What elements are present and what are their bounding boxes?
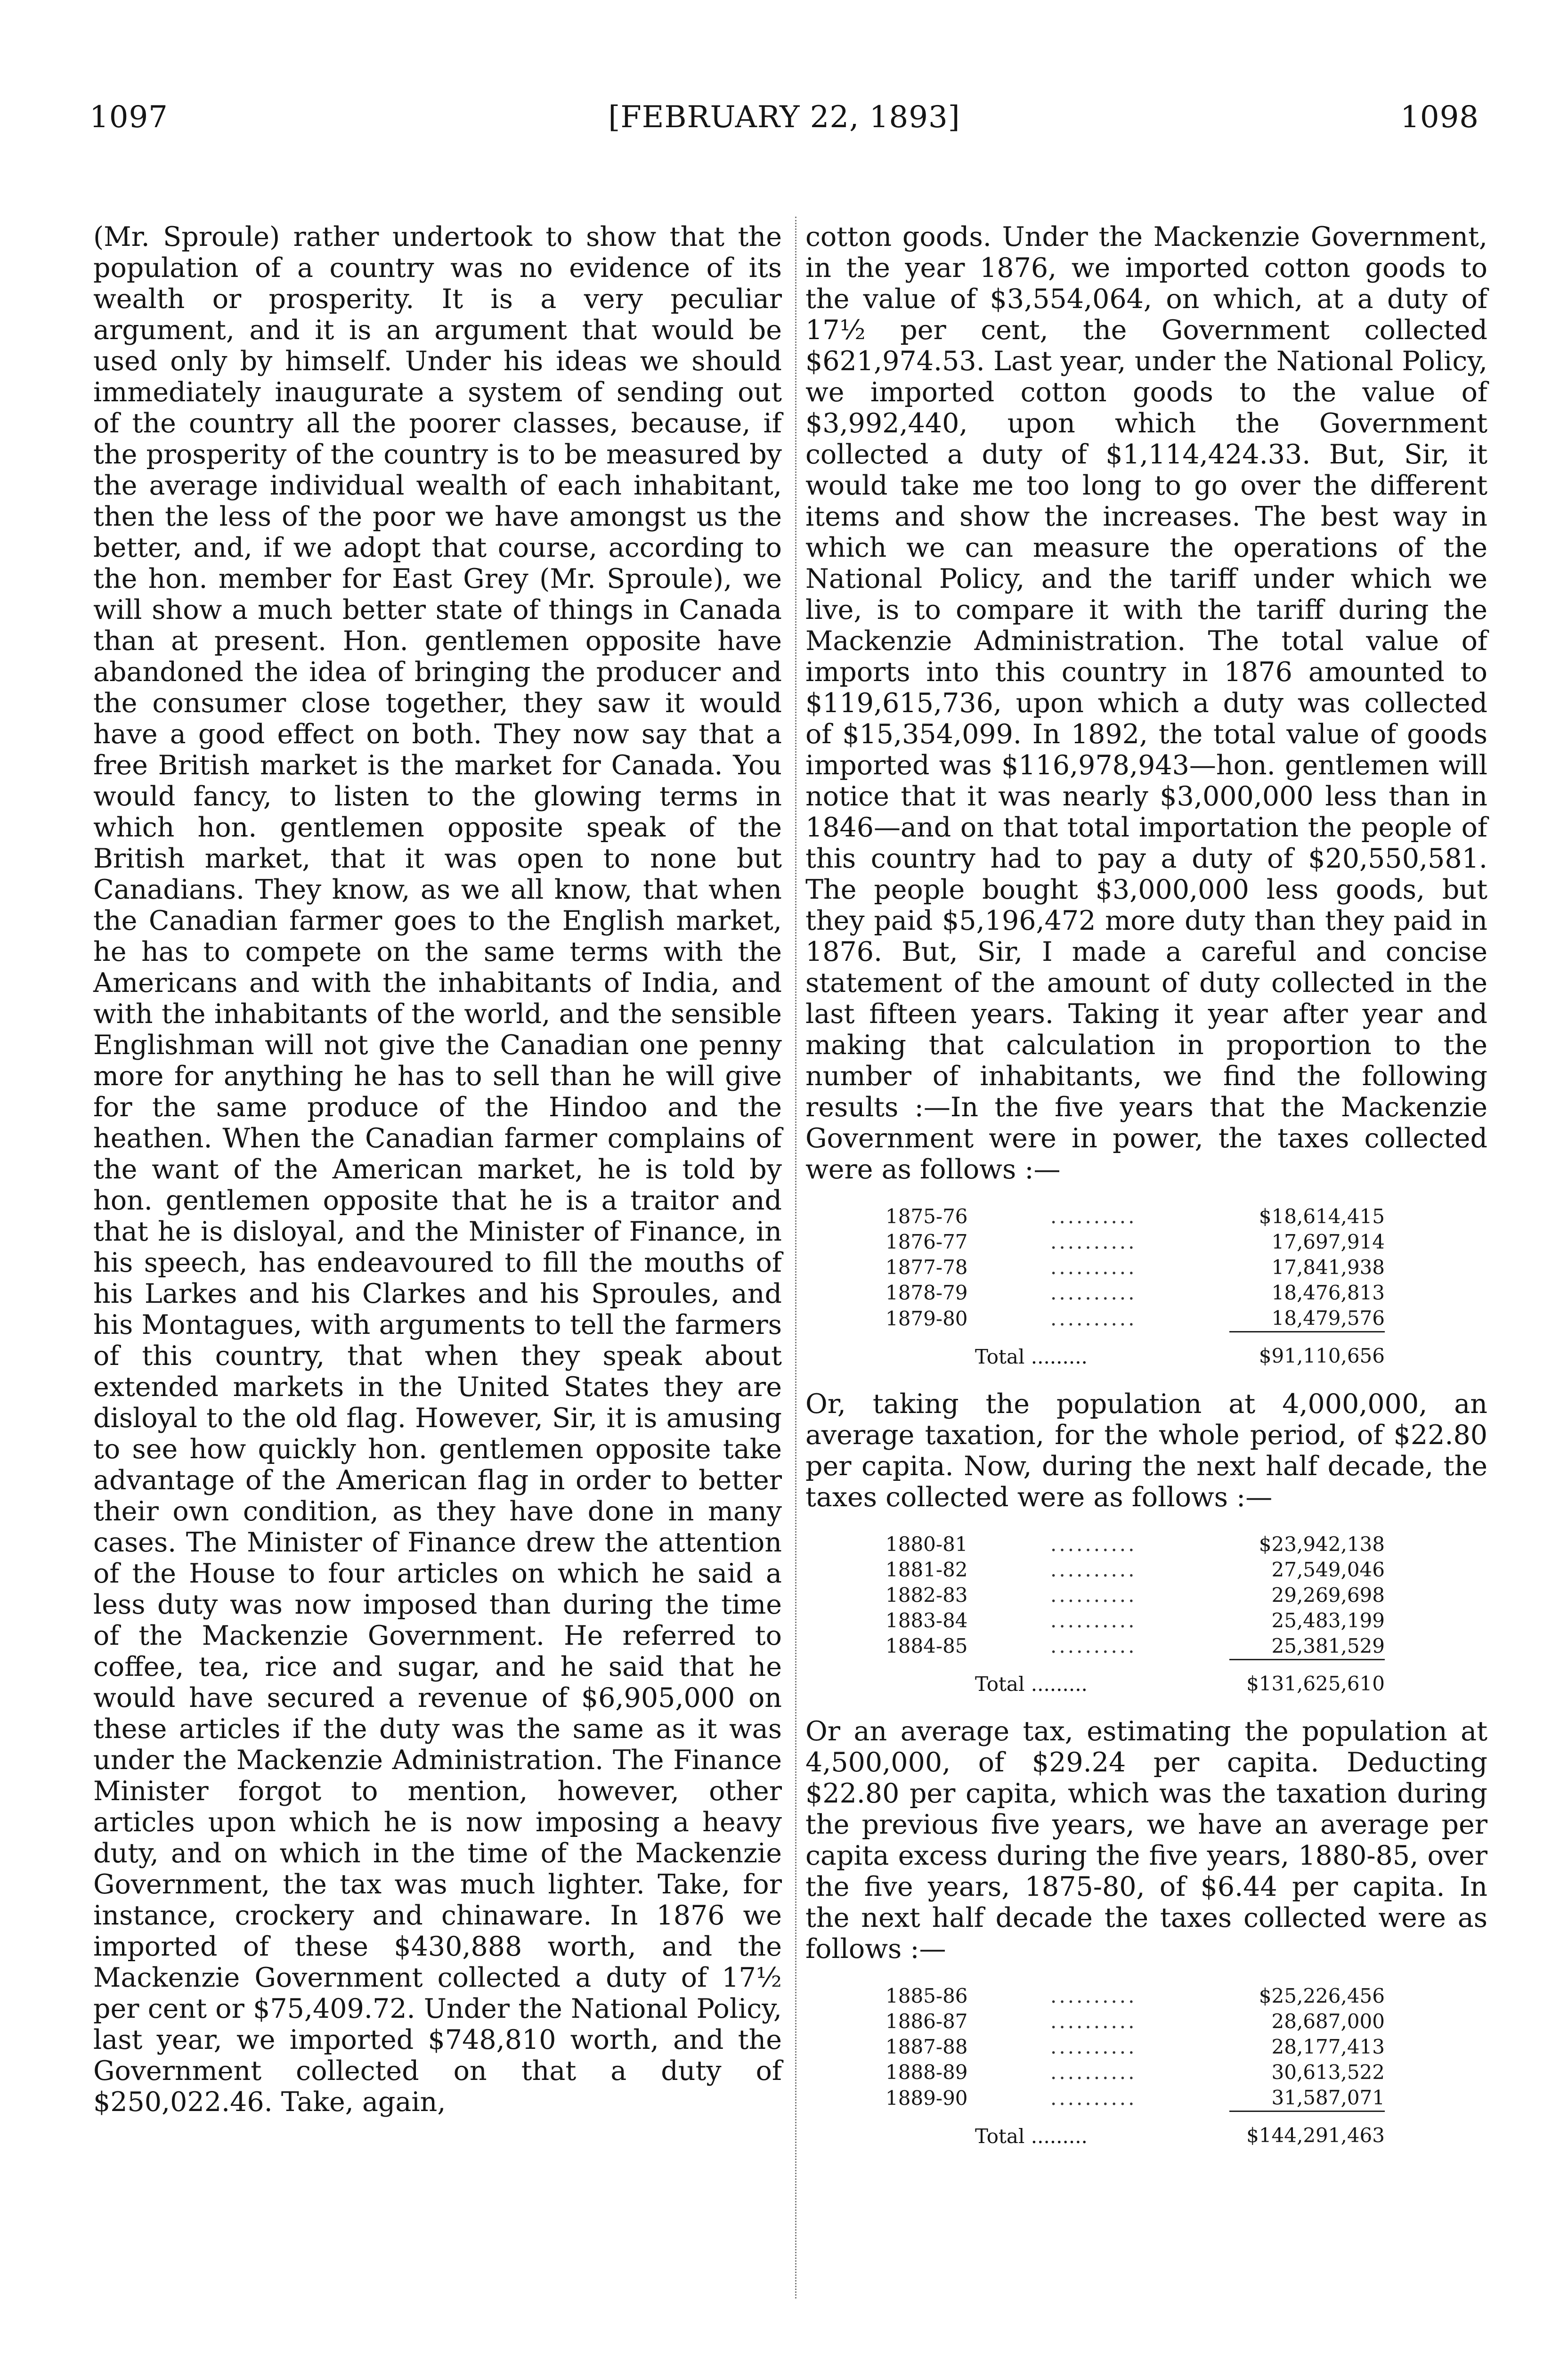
table-amount: 18,479,576 [1271,1307,1385,1330]
total-amount: $131,625,610 [1229,1659,1385,1697]
column-divider [795,217,796,2298]
table-period: 1880-81 [886,1532,968,1556]
table-total-row [886,2111,1385,2149]
total-label: Total [975,1673,1025,1696]
page-number-left: 1097 [89,100,168,135]
table-row [886,1306,1385,1332]
table-row [886,1280,1385,1306]
dot-leader: ......... [1031,1345,1088,1368]
table-amount: 17,841,938 [1271,1256,1385,1279]
total-label: Total [975,2124,1025,2148]
table-period: 1875-76 [886,1205,968,1228]
dot-leader: .......... [1050,1532,1137,1556]
dot-leader: .......... [1050,2086,1137,2110]
table-period: 1877-78 [886,1256,968,1279]
total-label: Total [975,1345,1025,1368]
page-header [89,100,1479,142]
dot-leader: .......... [1050,2061,1137,2084]
table-amount: 29,269,698 [1271,1583,1385,1607]
dot-leader: .......... [1050,1583,1137,1607]
left-column [93,221,782,2118]
table-period: 1884-85 [886,1634,968,1658]
total-amount: $144,291,463 [1229,2111,1385,2149]
dot-leader: .......... [1050,1558,1137,1581]
table-period: 1888-89 [886,2061,968,2084]
dot-leader: .......... [1050,2010,1137,2033]
table-row [886,1229,1385,1255]
table-amount: 28,177,413 [1271,2035,1385,2058]
table-row [886,1255,1385,1280]
left-column-text: (Mr. Sproule) rather undertook to show that the population of a country was no evidence of its wealth or prosperity. It is a very peculiar argument, and it is an argument that would be used only by himself. Under his ideas we should immediately inaugurate a system of sending out of the country all the poorer classes, because, if the prosperity of the country is to be measured by the average individual wealth of each inhabitant, then the less of the poor we have amongst us the better, and, if we adopt that course, according to the hon. member for East Grey (Mr. Sproule), we will show a much better state of things in Canada than at present. Hon. gentlemen opposite have abandoned the idea of bringing the producer and the consumer close together, they saw it would have a good effect on both. They now say that a free British market is the market for Canada. You would fancy, to listen to the glowing terms in which hon. gentlemen opposite speak of the British market, that it was open to none but Canadians. They know, as we all know, that when the Canadian farmer goes to the English market, he has to compete on the same terms with the Americans and with the inhabitants of India, and with the inhabitants of the world, and the sensible Englishman will not give the Canadian one penny more for anything he has to sell than he will give for the same produce of the Hindoo and the heathen. When the Canadian farmer complains of the want of the American market, he is told by hon. gentlemen opposite that he is a traitor and that he is disloyal, and the Minister of Finance, in his speech, has endeavoured to fill the mouths of his Larkes and his Clarkes and his Sproules, and his Montagues, with arguments to tell the farmers of this country, that when they speak about extended markets in the United States they are disloyal to the old flag. However, Sir, it is amusing to see how quickly hon. gentlemen opposite take advantage of the American flag in order to better their own condition, as they have done in many cases. The Minister of Finance drew the attention of the House to four articles on which he said a less duty was now imposed than during the time of the Mackenzie Government. He referred to coffee, tea, rice and sugar, and he said that he would have secured a revenue of $6,905,000 on these articles if the duty was the same as it was under the Mackenzie Administration. The Finance Minister forgot to mention, however, other articles upon which he is now imposing a heavy duty, and on which in the time of the Mackenzie Government, the tax was much lighter. Take, for instance, crockery and chinaware. In 1876 we imported of these $430,888 worth, and the Mackenzie Government collected a duty of 17½ per cent or $75,409.72. Under the National Policy, last year, we imported $748,810 worth, and the Government collected on that a duty of $250,022.46. Take, again, [93,221,782,2118]
dot-leader: .......... [1050,1230,1137,1253]
table-amount: $25,226,456 [1259,1984,1385,2007]
table-period: 1882-83 [886,1583,968,1607]
table-period: 1885-86 [886,1984,968,2007]
dot-leader: .......... [1050,1307,1137,1330]
paragraph-average-taxation: Or, taking the population at 4,000,000, an average taxation, for the whole period, of $22.80 per capita. Now, during the next half decade, the taxes collected were as follows :— [805,1388,1487,1513]
table-amount: 30,613,522 [1271,2061,1385,2084]
table-total-row [886,1332,1385,1370]
taxes-table-1880-85 [886,1532,1385,1697]
header-date: [FEBRUARY 22, 1893] [608,100,960,135]
dot-leader: .......... [1050,1608,1137,1632]
table-amount: 17,697,914 [1271,1230,1385,1253]
page-number-right: 1098 [1400,100,1479,135]
table-amount: 31,587,071 [1271,2086,1385,2109]
table-row [886,1583,1385,1608]
table-amount: 25,483,199 [1271,1608,1385,1632]
table-amount: $18,614,415 [1259,1205,1385,1228]
table-row [886,2060,1385,2085]
table-period: 1876-77 [886,1230,968,1253]
table-amount: 18,476,813 [1271,1281,1385,1304]
table-period: 1883-84 [886,1608,968,1632]
taxes-table-1885-90 [886,1983,1385,2149]
dot-leader: .......... [1050,1205,1137,1228]
table-row [886,1983,1385,2009]
table-row [886,1608,1385,1633]
dot-leader: .......... [1050,1634,1137,1658]
paragraph-average-tax: Or an average tax, estimating the population at 4,500,000, of $29.24 per capita. Deducting $22.80 per capita, which was the taxation during the previous five years, we have an average per capita excess during the five years, 1880-85, over the five years, 1875-80, of $6.44 per capita. In the next half decade the taxes collected were as follows :— [805,1716,1487,1965]
table-row [886,1204,1385,1229]
table-row [886,2034,1385,2060]
taxes-table-1875-80 [886,1204,1385,1370]
dot-leader: ......... [1031,1673,1088,1696]
right-column [805,221,1487,2168]
dot-leader: .......... [1050,1984,1137,2007]
table-total-row [886,1659,1385,1697]
table-period: 1879-80 [886,1307,968,1330]
table-period: 1886-87 [886,2010,968,2033]
table-row [886,2085,1385,2111]
dot-leader: .......... [1050,2035,1137,2058]
table-amount: 27,549,046 [1271,1558,1385,1581]
table-row [886,1557,1385,1583]
table-period: 1878-79 [886,1281,968,1304]
table-period: 1889-90 [886,2086,968,2110]
dot-leader: ......... [1031,2124,1088,2148]
table-amount: 28,687,000 [1271,2010,1385,2033]
table-period: 1887-88 [886,2035,968,2058]
table-row [886,1633,1385,1660]
table-amount: $23,942,138 [1259,1532,1385,1556]
paragraph-cotton-goods: cotton goods. Under the Mackenzie Government, in the year 1876, we imported cotton goods to the value of $3,554,064, on which, at a duty of 17½ per cent, the Government collected $621,974.53. Last year, under the National Policy, we imported cotton goods to the value of $3,992,440, upon which the Government collected a duty of $1,114,424.33. But, Sir, it would take me too long to go over the different items and show the increases. The best way in which we can measure the operations of the National Policy, and the tariff under which we live, is to compare it with the tariff during the Mackenzie Administration. The total value of imports into this country in 1876 amounted to $119,615,736, upon which a duty was collected of $15,354,099. In 1892, the total value of goods imported was $116,978,943—hon. gentlemen will notice that it was nearly $3,000,000 less than in 1846—and on that total importation the people of this country had to pay a duty of $20,550,581. The people bought $3,000,000 less goods, but they paid $5,196,472 more duty than they paid in 1876. But, Sir, I made a careful and concise statement of the amount of duty collected in the last fifteen years. Taking it year after year and making that calculation in proportion to the number of inhabitants, we find the following results :—In the five years that the Mackenzie Government were in power, the taxes collected were as follows :— [805,221,1487,1185]
table-amount: 25,381,529 [1271,1634,1385,1657]
table-period: 1881-82 [886,1558,968,1581]
dot-leader: .......... [1050,1281,1137,1304]
table-row [886,2009,1385,2034]
total-amount: $91,110,656 [1229,1332,1385,1370]
table-row [886,1532,1385,1557]
dot-leader: .......... [1050,1256,1137,1279]
